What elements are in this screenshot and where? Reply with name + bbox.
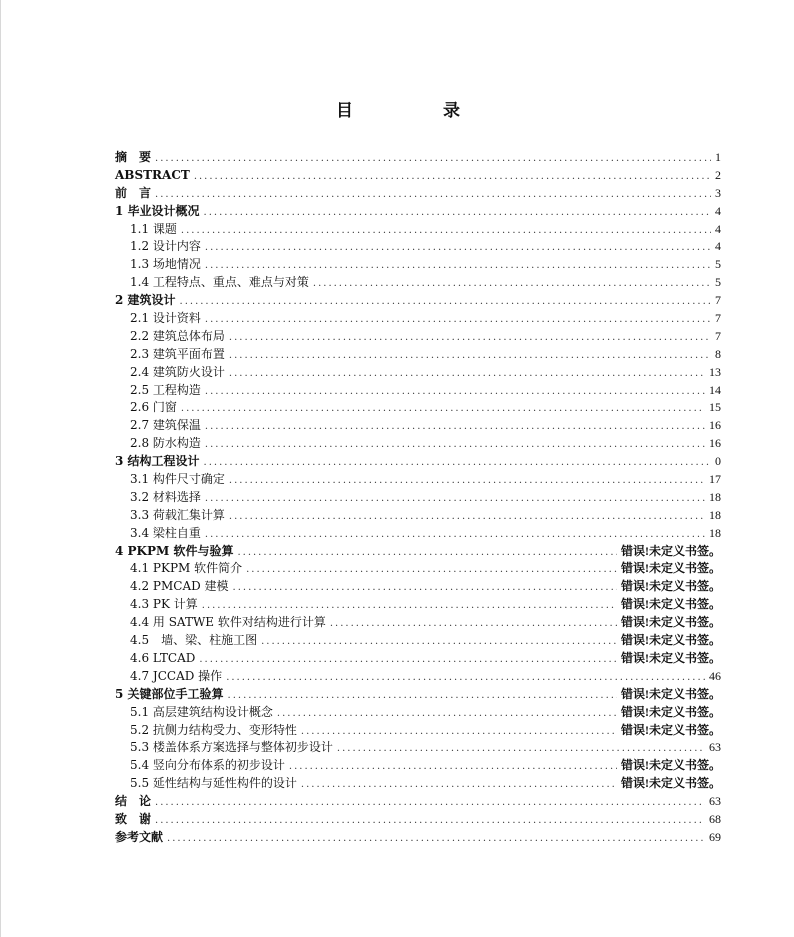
dot-leader <box>226 669 705 687</box>
toc-entry-page: 5 <box>715 257 721 272</box>
dot-leader <box>237 544 617 562</box>
toc-entry-page: 15 <box>709 400 721 415</box>
toc-entry-page: 7 <box>715 293 721 308</box>
toc-entry-page: 错误!未定义书签。 <box>621 597 721 612</box>
toc-entry-page: 17 <box>709 472 721 487</box>
toc-entry[interactable] <box>115 471 721 489</box>
toc-title: 目 录 <box>336 101 502 121</box>
toc-entry[interactable] <box>115 793 721 811</box>
toc-entry-page: 0 <box>715 454 721 469</box>
toc-entry[interactable] <box>115 507 721 525</box>
toc-entry-label: 4.4 用 SATWE 软件对结构进行计算 <box>130 615 326 630</box>
toc-entry[interactable] <box>115 346 721 364</box>
toc-entry-page: 8 <box>715 346 721 361</box>
toc-entry-page: 18 <box>709 525 721 540</box>
toc-entry-label: 4.3 PK 计算 <box>130 597 198 612</box>
toc-entry[interactable] <box>115 203 721 221</box>
toc-entry-label: 1 毕业设计概况 <box>115 203 200 218</box>
toc-entry[interactable] <box>115 578 721 596</box>
toc-entry-page: 错误!未定义书签。 <box>621 686 721 701</box>
toc-entry-label: 参考文献 <box>115 829 164 844</box>
toc-entry-label: 1.4 工程特点、重点、难点与对策 <box>130 275 309 290</box>
toc-entry-label: 4.6 LTCAD <box>130 650 196 665</box>
toc-entry-page: 13 <box>709 364 721 379</box>
toc-entry-label: 4 PKPM 软件与验算 <box>115 543 234 558</box>
toc-entry[interactable] <box>115 453 721 471</box>
toc-entry[interactable] <box>115 614 721 632</box>
toc-entry-page: 18 <box>709 507 721 522</box>
toc-entry-label: 3.2 材料选择 <box>130 489 201 504</box>
toc-entry-page: 5 <box>715 275 721 290</box>
toc-entry[interactable] <box>115 704 721 722</box>
dot-leader <box>228 687 617 705</box>
dot-leader <box>205 418 705 436</box>
dot-leader <box>204 454 711 472</box>
toc-entry-label: 2 建筑设计 <box>115 293 176 308</box>
toc-entry-page: 4 <box>715 221 721 236</box>
toc-entry-label: 摘 要 <box>115 150 152 164</box>
dot-leader <box>181 222 711 240</box>
toc-entry-page: 16 <box>709 418 721 433</box>
toc-entry[interactable] <box>115 811 721 829</box>
toc-entry-label: 3.3 荷载汇集计算 <box>130 507 225 522</box>
toc-entry-label: 5.4 竖向分布体系的初步设计 <box>130 758 285 773</box>
dot-leader <box>301 723 617 741</box>
dot-leader <box>301 776 617 794</box>
dot-leader <box>205 257 711 275</box>
toc-entry-page: 3 <box>715 185 721 200</box>
toc-entry-page: 错误!未定义书签。 <box>621 633 721 648</box>
toc-entry[interactable] <box>115 149 721 167</box>
toc-entry-page: 68 <box>709 811 721 826</box>
dot-leader <box>330 615 617 633</box>
toc-entry[interactable] <box>115 221 721 239</box>
toc-entry[interactable] <box>115 328 721 346</box>
toc-entry-page: 63 <box>709 740 721 755</box>
dot-leader <box>199 651 617 669</box>
toc-entry-label: 2.3 建筑平面布置 <box>130 346 225 361</box>
dot-leader <box>205 526 705 544</box>
toc-entry[interactable] <box>115 399 721 417</box>
dot-leader <box>229 508 705 526</box>
toc-entry[interactable] <box>115 382 721 400</box>
toc-entry[interactable] <box>115 364 721 382</box>
dot-leader <box>155 812 705 830</box>
dot-leader <box>202 597 617 615</box>
toc-entry-page: 4 <box>715 203 721 218</box>
dot-leader <box>155 186 711 204</box>
toc-entry[interactable] <box>115 739 721 757</box>
toc-entry-page: 1 <box>715 150 721 164</box>
toc-entry[interactable] <box>115 543 721 561</box>
dot-leader <box>205 311 711 329</box>
toc-entry-page: 错误!未定义书签。 <box>621 722 721 737</box>
dot-leader <box>229 329 711 347</box>
toc-entry[interactable] <box>115 238 721 256</box>
toc-entry-label: 1.3 场地情况 <box>130 257 201 272</box>
dot-leader <box>277 705 617 723</box>
dot-leader <box>337 740 705 758</box>
dot-leader <box>155 150 711 168</box>
dot-leader <box>233 579 617 597</box>
toc-entry[interactable] <box>115 686 721 704</box>
toc-entry-label: 5.3 楼盖体系方案选择与整体初步设计 <box>130 740 333 755</box>
toc-entry[interactable] <box>115 525 721 543</box>
toc-entry-page: 63 <box>709 794 721 809</box>
dot-leader <box>204 204 711 222</box>
toc-entry-label: ABSTRACT <box>115 167 190 182</box>
toc-entry[interactable] <box>115 167 721 185</box>
toc-entry-label: 3.4 梁柱自重 <box>130 525 201 540</box>
toc-entry-label: 5.1 高层建筑结构设计概念 <box>130 704 273 719</box>
toc-entry[interactable] <box>115 668 721 686</box>
toc-entry-page: 46 <box>709 668 721 683</box>
toc-entry[interactable] <box>115 632 721 650</box>
toc-entry[interactable] <box>115 560 721 578</box>
toc-entry-label: 4.7 JCCAD 操作 <box>130 668 223 683</box>
toc-entry[interactable] <box>115 274 721 292</box>
dot-leader <box>229 347 711 365</box>
toc-entry-label: 5 关键部位手工验算 <box>115 686 224 701</box>
toc-entry-label: 3.1 构件尺寸确定 <box>130 472 225 487</box>
toc-entry[interactable] <box>115 256 721 274</box>
dot-leader <box>229 365 705 383</box>
dot-leader <box>205 436 705 454</box>
toc-entry-page: 错误!未定义书签。 <box>621 758 721 773</box>
toc-entry-page: 4 <box>715 239 721 254</box>
toc-entry-label: 2.5 工程构造 <box>130 382 201 397</box>
toc-entry-label: 3 结构工程设计 <box>115 454 200 469</box>
toc-entry-page: 错误!未定义书签。 <box>621 650 721 665</box>
toc-entry[interactable] <box>115 829 721 847</box>
toc-entry-label: 1.2 设计内容 <box>130 239 201 254</box>
dot-leader <box>155 794 705 812</box>
toc-entry-page: 69 <box>709 829 721 844</box>
toc-entry-page: 错误!未定义书签。 <box>621 776 721 791</box>
dot-leader <box>205 490 705 508</box>
dot-leader <box>181 400 705 418</box>
toc-entry[interactable] <box>115 775 721 793</box>
toc-entry-label: 4.1 PKPM 软件简介 <box>130 561 243 576</box>
toc-entry-label: 前 言 <box>115 185 152 200</box>
toc-entry[interactable] <box>115 596 721 614</box>
toc-entry[interactable] <box>115 292 721 310</box>
toc-entry-label: 4.2 PMCAD 建模 <box>130 579 229 594</box>
toc-entry-page: 2 <box>715 167 721 182</box>
toc-entry-label: 结 论 <box>115 794 152 809</box>
toc-entry[interactable] <box>115 722 721 740</box>
toc-entry-page: 14 <box>709 382 721 397</box>
toc-entry-label: 1.1 课题 <box>130 221 177 236</box>
toc-entry-label: 2.7 建筑保温 <box>130 418 201 433</box>
toc-entry-label: 5.5 延性结构与延性构件的设计 <box>130 776 297 791</box>
dot-leader <box>261 633 617 651</box>
toc-entry-label: 2.4 建筑防火设计 <box>130 364 225 379</box>
dot-leader <box>205 383 705 401</box>
toc-entry-page: 错误!未定义书签。 <box>621 579 721 594</box>
toc-entry[interactable] <box>115 435 721 453</box>
dot-leader <box>194 168 711 186</box>
toc-entry[interactable] <box>115 757 721 775</box>
toc-entry-label: 2.2 建筑总体布局 <box>130 328 225 343</box>
toc-entry-label: 2.8 防水构造 <box>130 436 201 451</box>
toc-entry-page: 错误!未定义书签。 <box>621 561 721 576</box>
toc-entry-label: 2.6 门窗 <box>130 400 177 415</box>
dot-leader <box>167 830 705 848</box>
toc-entry-label: 5.2 抗侧力结构受力、变形特性 <box>130 722 297 737</box>
toc-entry-label: 2.1 设计资料 <box>130 311 201 326</box>
toc-entry-page: 错误!未定义书签。 <box>621 615 721 630</box>
table-of-contents <box>115 149 721 847</box>
dot-leader <box>205 239 711 257</box>
dot-leader <box>289 758 617 776</box>
toc-entry-label: 4.5 墙、梁、柱施工图 <box>130 633 258 648</box>
toc-entry[interactable] <box>115 417 721 435</box>
toc-entry[interactable] <box>115 650 721 668</box>
toc-entry[interactable] <box>115 489 721 507</box>
toc-entry-page: 18 <box>709 489 721 504</box>
dot-leader <box>229 472 705 490</box>
dot-leader <box>246 561 617 579</box>
toc-entry-page: 7 <box>715 311 721 326</box>
dot-leader <box>180 293 711 311</box>
toc-entry-label: 致 谢 <box>115 811 152 826</box>
toc-entry-page: 错误!未定义书签。 <box>621 543 721 558</box>
dot-leader <box>313 275 711 293</box>
toc-entry-page: 16 <box>709 436 721 451</box>
toc-entry-page: 错误!未定义书签。 <box>621 704 721 719</box>
toc-entry[interactable] <box>115 185 721 203</box>
toc-entry-page: 7 <box>715 328 721 343</box>
toc-entry[interactable] <box>115 310 721 328</box>
